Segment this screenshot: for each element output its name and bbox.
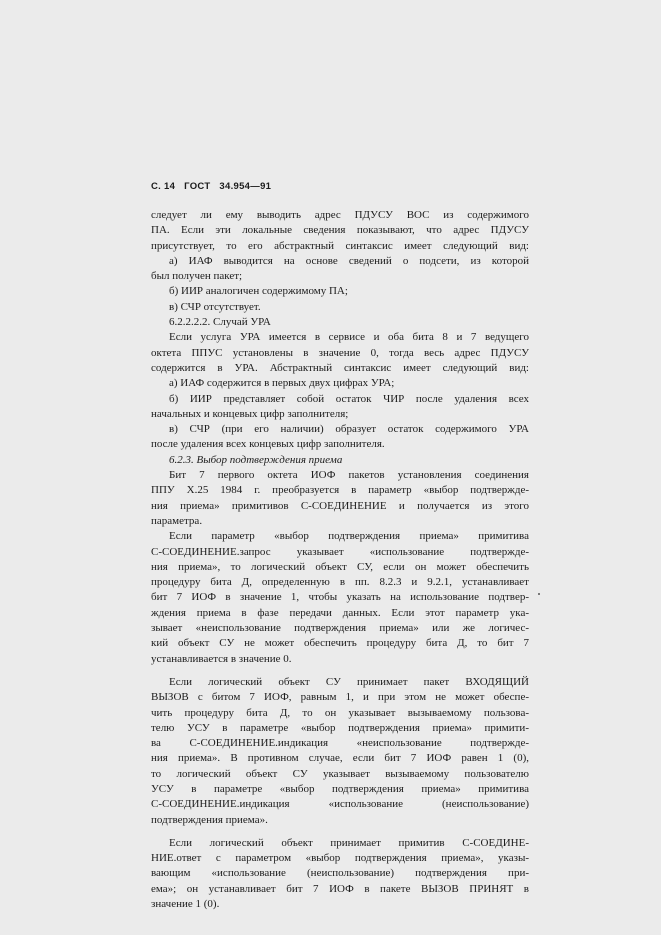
text-line: начальных и концевых цифр заполнителя; [151, 407, 349, 420]
text-line: подтверждения приема». [151, 813, 268, 826]
text-line: С-СОЕДИНЕНИЕ.запрос указывает «использование подтвержде- [151, 545, 529, 558]
standard-number: 34.954—91 [219, 181, 272, 192]
text-line: НИЕ.ответ с параметром «выбор подтверждения приема», указы- [151, 852, 529, 865]
text-line: ва С-СОЕДИНЕНИЕ.индикация «неиспользование подтвержде- [151, 737, 529, 750]
text-line: чить процедуру бита Д, то он указывает вызываемому пользова- [151, 706, 529, 719]
text-line: ПА. Если эти локальные сведения показывают, что адрес ПДУСУ [151, 224, 529, 237]
text-line: ППУ X.25 1984 г. преобразуется в параметр «выбор подтвержде- [151, 484, 529, 497]
text-line: в) СЧР отсутствует. [169, 300, 261, 313]
text-line: процедуру бита Д, определенную в пп. 8.2.3 и 9.2.1, устанавливает [151, 576, 529, 589]
text-line: значение 1 (0). [151, 898, 220, 911]
text-line: то логический объект СУ указывает вызываемому пользователю [151, 767, 529, 780]
text-line: присутствует, то его абстрактный синтаксис имеет следующий вид: [151, 239, 529, 252]
text-line: УСУ в параметре «выбор подтверждения приема» примитива [151, 782, 529, 795]
text-line: устанавливается в значение 0. [151, 652, 292, 665]
text-line: Бит 7 первого октета ИОФ пакетов установления соединения [169, 469, 529, 482]
text-line: вающим «использование (неиспользование) подтверждения при- [151, 867, 529, 880]
text-line: С-СОЕДИНЕНИЕ.индикация «использование (неиспользование) [151, 798, 529, 811]
text-line: кий объект СУ не может обеспечить процедуру бита Д, то бит 7 [151, 637, 529, 650]
text-line: б) ИИР аналогичен содержимому ПА; [169, 285, 348, 298]
text-line: 6.2.2.2.2. Случай УРА [169, 316, 271, 329]
text-line: ния приема» примитивов С-СОЕДИНЕНИЕ и получается из этого [151, 499, 529, 512]
text-line: б) ИИР представляет собой остаток ЧИР после удаления всех [169, 392, 529, 405]
text-line: ждения приема в фазе передачи данных. Если этот параметр ука- [151, 606, 529, 619]
text-line: 6.2.3. Выбор подтверждения приема [169, 453, 343, 466]
text-line: октета ППУС установлены в значение 0, тогда весь адрес ПДУСУ [151, 346, 529, 359]
text-line: Если параметр «выбор подтверждения приема» примитива [169, 530, 529, 543]
text-line: ния приема». В противном случае, если бит 7 ИОФ равен 1 (0), [151, 752, 529, 765]
text-line: содержится в УРА. Абстрактный синтаксис имеет следующий вид: [151, 361, 529, 374]
text-line: телю УСУ в параметре «выбор подтверждения приема» примити- [151, 721, 529, 734]
text-line: ния приема», то логический объект СУ, если он может обеспечить [151, 560, 529, 573]
text-line: а) ИАФ выводится на основе сведений о подсети, из которой [169, 254, 529, 267]
paragraph-gap [151, 667, 529, 675]
text-line: Если логический объект СУ принимает пакет ВХОДЯЩИЙ [169, 675, 529, 688]
text-line: ема»; он устанавливает бит 7 ИОФ в пакете ВЫЗОВ ПРИНЯТ в [151, 882, 529, 895]
text-line: был получен пакет; [151, 270, 243, 283]
text-line: ВЫЗОВ с битом 7 ИОФ, равным 1, и при этом не может обеспе- [151, 691, 529, 704]
text-line: Если логический объект принимает примитив С-СОЕДИНЕ- [169, 836, 529, 849]
scan-speck [538, 593, 540, 595]
text-line: Если услуга УРА имеется в сервисе и оба бита 8 и 7 ведущего [169, 331, 529, 344]
text-line: после удаления всех концевых цифр заполнителя. [151, 438, 385, 451]
text-line: в) СЧР (при его наличии) образует остаток содержимого УРА [169, 423, 529, 436]
text-line: бит 7 ИОФ в значение 1, чтобы указать на использование подтвер- [151, 591, 529, 604]
body-text [151, 208, 529, 912]
page-number: С. 14 [151, 181, 176, 192]
text-line: зывает «неиспользование подтверждения приема» или же логичес- [151, 622, 529, 635]
text-line: а) ИАФ содержится в первых двух цифрах УРА; [169, 377, 395, 390]
standard-label: ГОСТ [184, 181, 211, 192]
text-line: параметра. [151, 514, 203, 527]
text-line: следует ли ему выводить адрес ПДУСУ ВОС из содержимого [151, 209, 529, 221]
paragraph-gap [151, 828, 529, 836]
page-header [151, 181, 277, 192]
